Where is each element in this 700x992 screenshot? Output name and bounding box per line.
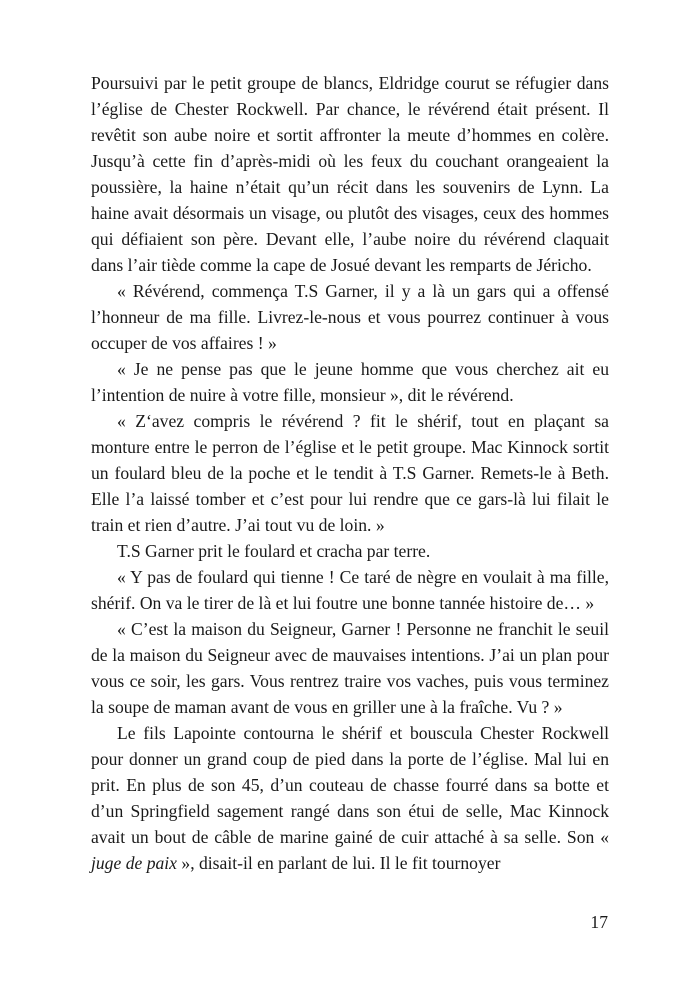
paragraph-2: « Révérend, commença T.S Garner, il y a là un gars qui a offensé l’honneur de ma fille. Livrez-le-nous et vous pourrez continuer à vous occuper de vos affaires ! » — [91, 281, 609, 353]
paragraph-4: « Z‘avez compris le révérend ? fit le shérif, tout en plaçant sa monture entre le perron de l’église et le petit groupe. Mac Kinnock sortit un foulard bleu de la poche et le tendit à T.S Garner. Remets-le à Beth. Elle l’a laissé tomber et c’est pour lui rendre que ce gars-là lui filait le train et rien d’autre. J’ai tout vu de loin. » — [91, 411, 609, 535]
paragraph-8-tail: », disait-il en parlant de lui. Il le fit tournoyer — [181, 853, 501, 873]
paragraph-7: « C’est la maison du Seigneur, Garner ! Personne ne franchit le seuil de la maison du Seigneur avec de mauvaises intentions. J’ai un plan pour vous ce soir, les gars. Vous rentrez traire vos vaches, puis vous terminez la soupe de maman avant de vous en griller une à la fraîche. Vu ? » — [91, 619, 609, 717]
paragraph-8 — [91, 720, 609, 876]
paragraph-3: « Je ne pense pas que le jeune homme que vous cherchez ait eu l’intention de nuire à votre fille, monsieur », dit le révérend. — [91, 359, 609, 405]
paragraph-5: T.S Garner prit le foulard et cracha par terre. — [117, 541, 431, 561]
paragraph-8-text: Le fils Lapointe contourna le shérif et bouscula Chester Rockwell pour donner un grand coup de pied dans la porte de l’église. Mal lui en prit. En plus de son 45, d’un couteau de chasse fourré dans sa botte et d’un Springfield sagement rangé dans son étui de selle, Mac Kinnock avait un bout de câble de marine gainé de cuir attaché à sa selle. Son « — [91, 723, 609, 847]
page-number: 17 — [590, 912, 608, 932]
paragraph-1: Poursuivi par le petit groupe de blancs, Eldridge courut se réfugier dans l’église de Chester Rockwell. Par chance, le révérend était présent. Il revêtit son aube noire et sortit affronter la meute d’hommes en colère. Jusqu’à cette fin d’après-midi où les feux du couchant orangeaient la poussière, la haine n’était qu’un récit dans les souvenirs de Lynn. La haine avait désormais un visage, ou plutôt des visages, ceux des hommes qui défiaient son père. Devant elle, l’aube noire du révérend claquait dans l’air tiède comme la cape de Josué devant les remparts de Jéricho. — [91, 73, 609, 275]
paragraph-6: « Y pas de foulard qui tienne ! Ce taré de nègre en voulait à ma fille, shérif. On va le tirer de là et lui foutre une bonne tannée histoire de… » — [91, 567, 609, 613]
page-body — [91, 70, 609, 876]
italic-phrase: juge de paix — [91, 853, 182, 873]
